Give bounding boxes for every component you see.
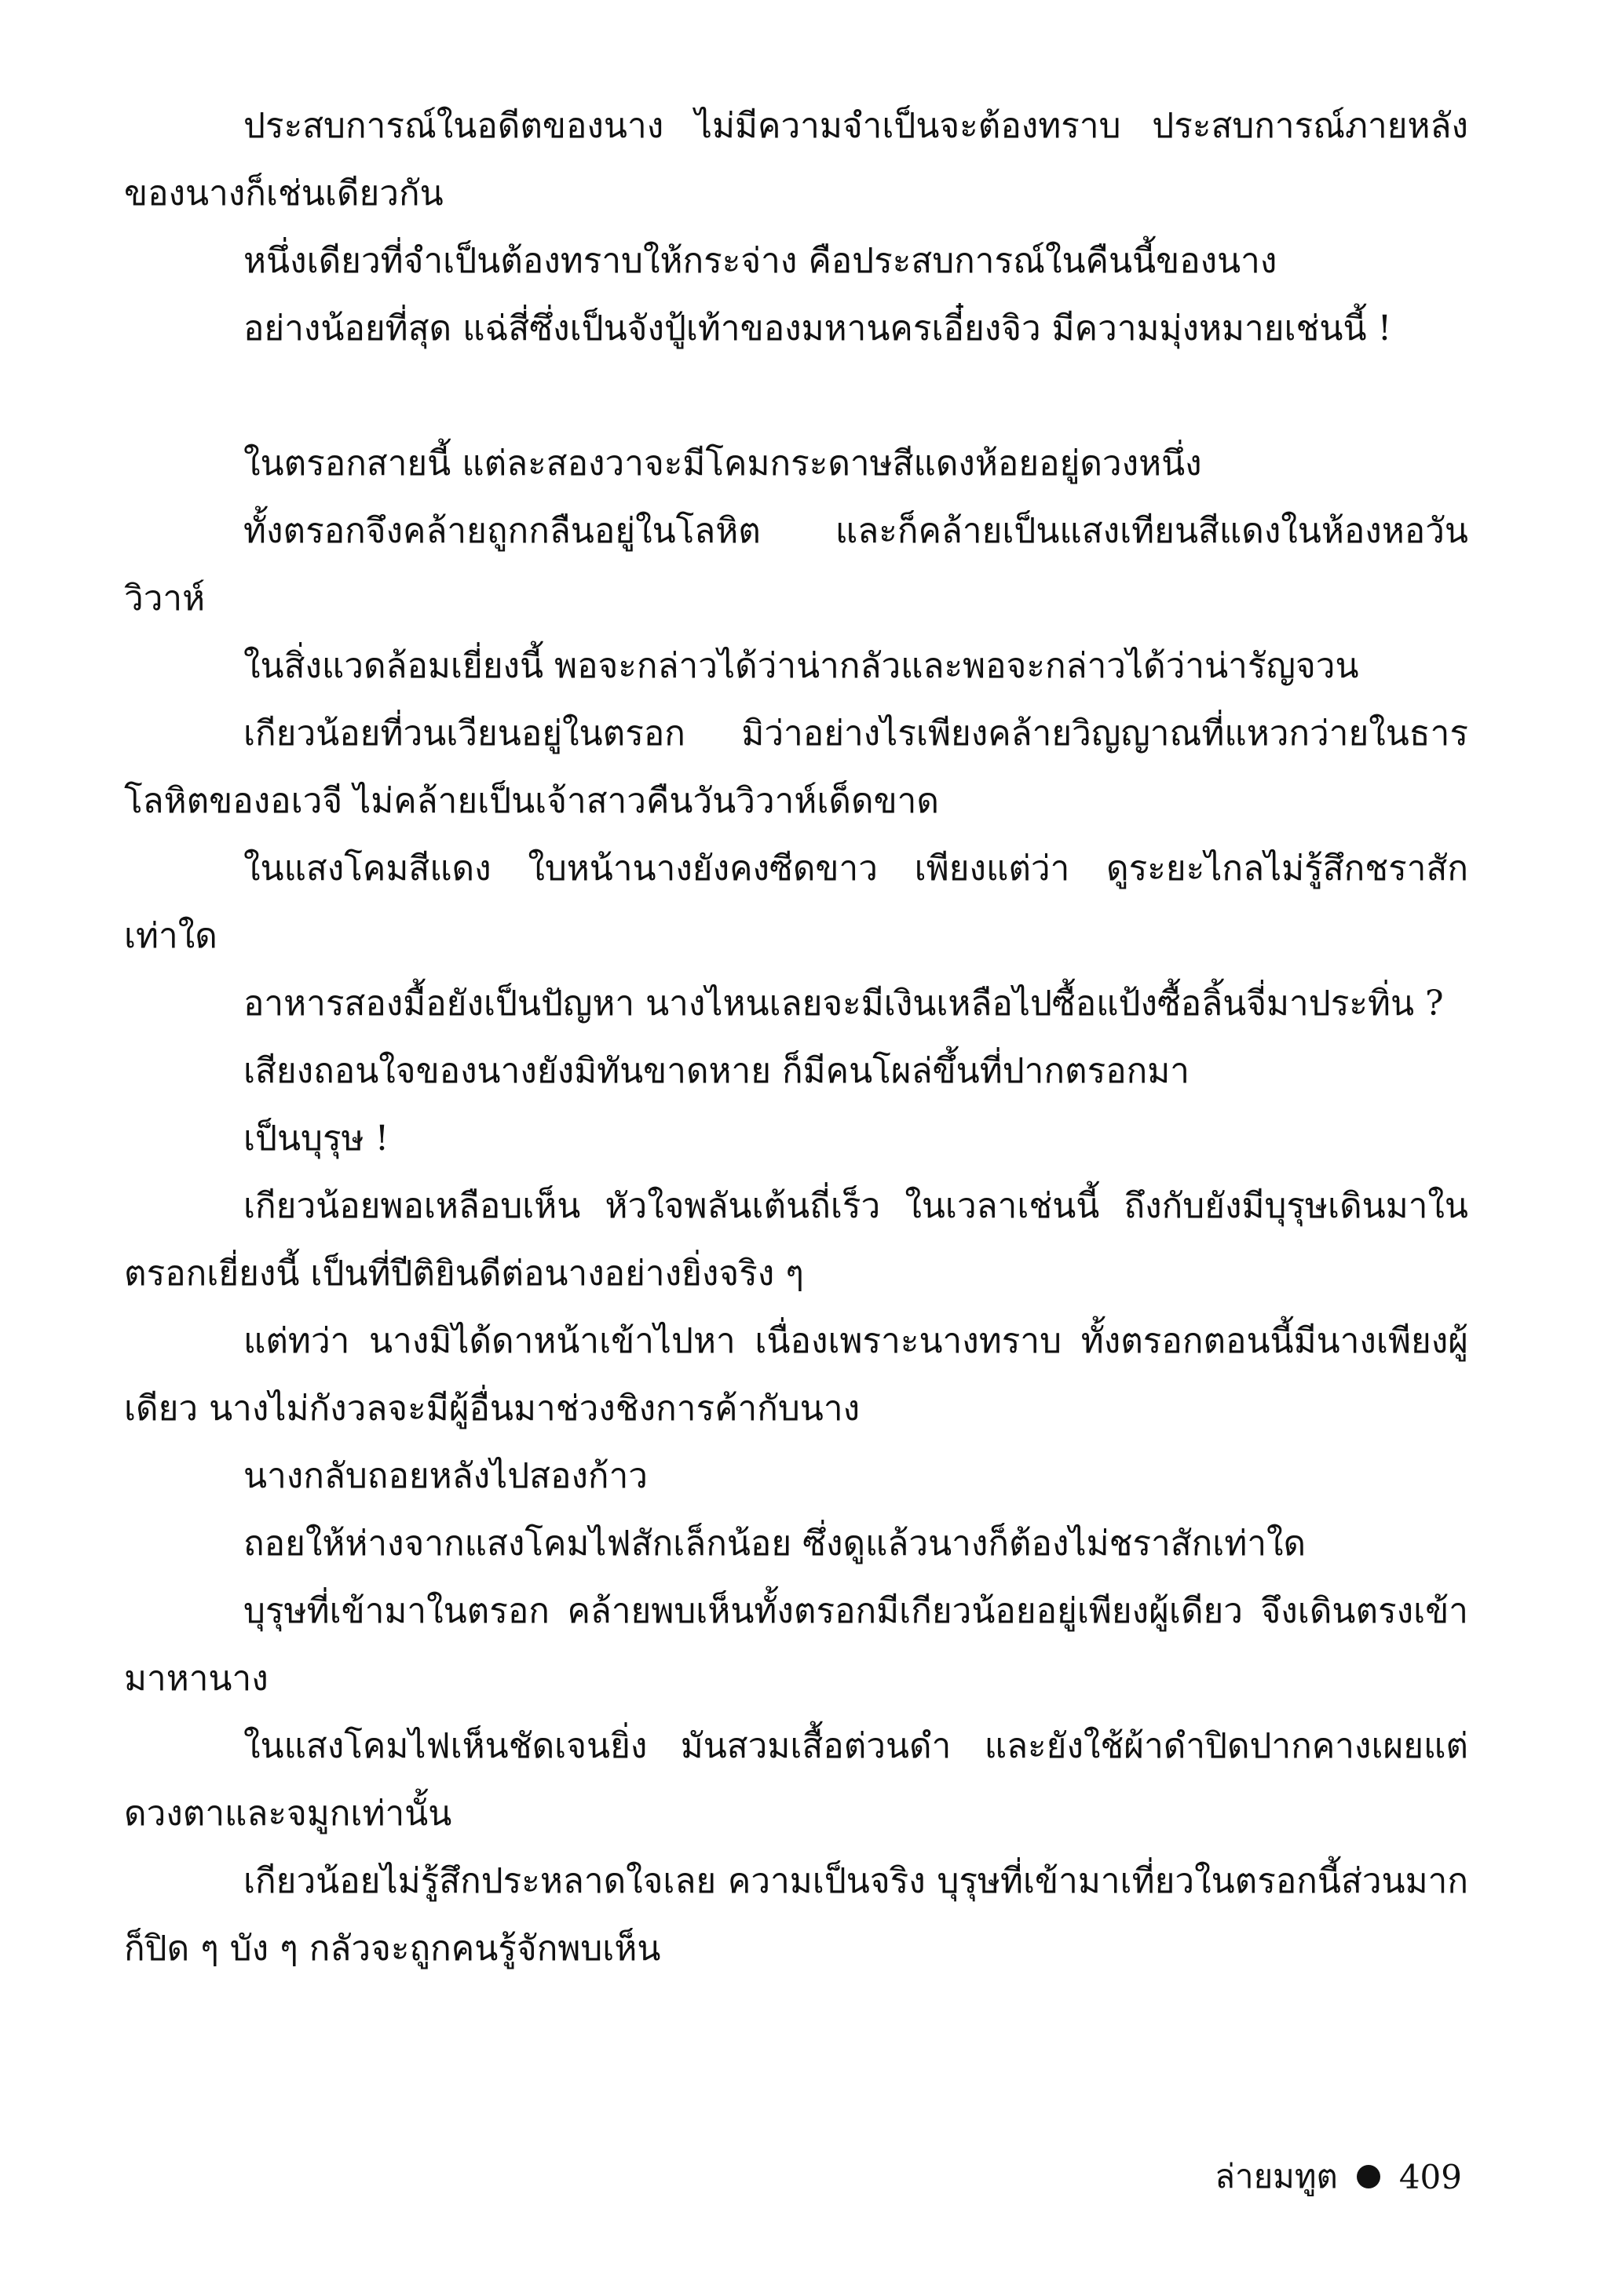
paragraph: ในแสงโคมสีแดง ใบหน้านางยังคงซีดขาว เพียงแต่ว่า ดูระยะไกลไม่รู้สึกชราสักเท่าใด xyxy=(124,849,1468,956)
paragraph: ประสบการณ์ในอดีตของนาง ไม่มีความจำเป็นจะต้องทราบ ประสบการณ์ภายหลังของนางก็เช่นเดียวกัน xyxy=(124,106,1468,214)
paragraph: ถอยให้ห่างจากแสงโคมไฟสักเล็กน้อย ซึ่งดูแล้วนางก็ต้องไม่ชราสักเท่าใด xyxy=(243,1524,1306,1564)
paragraph: นางกลับถอยหลังไปสองก้าว xyxy=(243,1456,648,1496)
paragraph: อย่างน้อยที่สุด แฉ่สี่ซึ่งเป็นจังปู้เท้าของมหานครเอี๋ยงจิว มีความมุ่งหมายเช่นนี้ ! xyxy=(243,308,1392,349)
paragraph: ในตรอกสายนี้ แต่ละสองวาจะมีโคมกระดาษสีแดงห้อยอยู่ดวงหนึ่ง xyxy=(243,444,1202,484)
paragraph: เกียวน้อยไม่รู้สึกประหลาดใจเลย ความเป็นจริง บุรุษที่เข้ามาเที่ยวในตรอกนี้ส่วนมากก็ปิด ๆ บัง ๆ กลัวจะถูกคนรู้จักพบเห็น xyxy=(124,1861,1468,1969)
paragraph: เป็นบุรุษ ! xyxy=(243,1119,389,1159)
paragraph: ในแสงโคมไฟเห็นชัดเจนยิ่ง มันสวมเสื้อต่วนดำ และยังใช้ผ้าดำปิดปากคางเผยแต่ดวงตาและจมูกเท่านั้น xyxy=(124,1726,1468,1834)
paragraph: อาหารสองมื้อยังเป็นปัญหา นางไหนเลยจะมีเงินเหลือไปซื้อแป้งซื้อลิ้นจี่มาประทิ่น ? xyxy=(243,984,1444,1024)
paragraph: หนึ่งเดียวที่จำเป็นต้องทราบให้กระจ่าง คือประสบการณ์ในคืนนี้ของนาง xyxy=(243,241,1277,281)
running-title: ล่ายมทูต xyxy=(1215,2157,1338,2196)
paragraph: ทั้งตรอกจึงคล้ายถูกกลืนอยู่ในโลหิต และก็คล้ายเป็นแสงเทียนสีแดงในห้องหอวันวิวาห์ xyxy=(124,511,1468,619)
paragraph: บุรุษที่เข้ามาในตรอก คล้ายพบเห็นทั้งตรอกมีเกียวน้อยอยู่เพียงผู้เดียว จึงเดินตรงเข้ามาหานาง xyxy=(124,1591,1468,1699)
page-number: 409 xyxy=(1398,2157,1462,2196)
paragraph: แต่ทว่า นางมิได้ดาหน้าเข้าไปหา เนื่องเพราะนางทราบ ทั้งตรอกตอนนี้มีนางเพียงผู้เดียว นางไม่กังวลจะมีผู้อื่นมาช่วงชิงการค้ากับนาง xyxy=(124,1321,1468,1429)
bullet-icon xyxy=(1357,2165,1380,2188)
paragraph: ในสิ่งแวดล้อมเยี่ยงนี้ พอจะกล่าวได้ว่าน่ากลัวและพอจะกล่าวได้ว่าน่ารัญจวน xyxy=(243,646,1359,686)
paragraph: เสียงถอนใจของนางยังมิทันขาดหาย ก็มีคนโผล่ขึ้นที่ปากตรอกมา xyxy=(243,1051,1190,1091)
paragraph: เกียวน้อยพอเหลือบเห็น หัวใจพลันเต้นถี่เร็ว ในเวลาเช่นนี้ ถึงกับยังมีบุรุษเดินมาในตรอกเยี่ยงนี้ เป็นที่ปีติยินดีต่อนางอย่างยิ่งจริง ๆ xyxy=(124,1186,1468,1294)
body-text xyxy=(124,93,1468,1983)
page-footer xyxy=(1215,2151,1462,2203)
paragraph: เกียวน้อยที่วนเวียนอยู่ในตรอก มิว่าอย่างไรเพียงคล้ายวิญญาณที่แหวกว่ายในธารโลหิตของอเวจี ไม่คล้ายเป็นเจ้าสาวคืนวันวิวาห์เด็ดขาด xyxy=(124,714,1468,821)
